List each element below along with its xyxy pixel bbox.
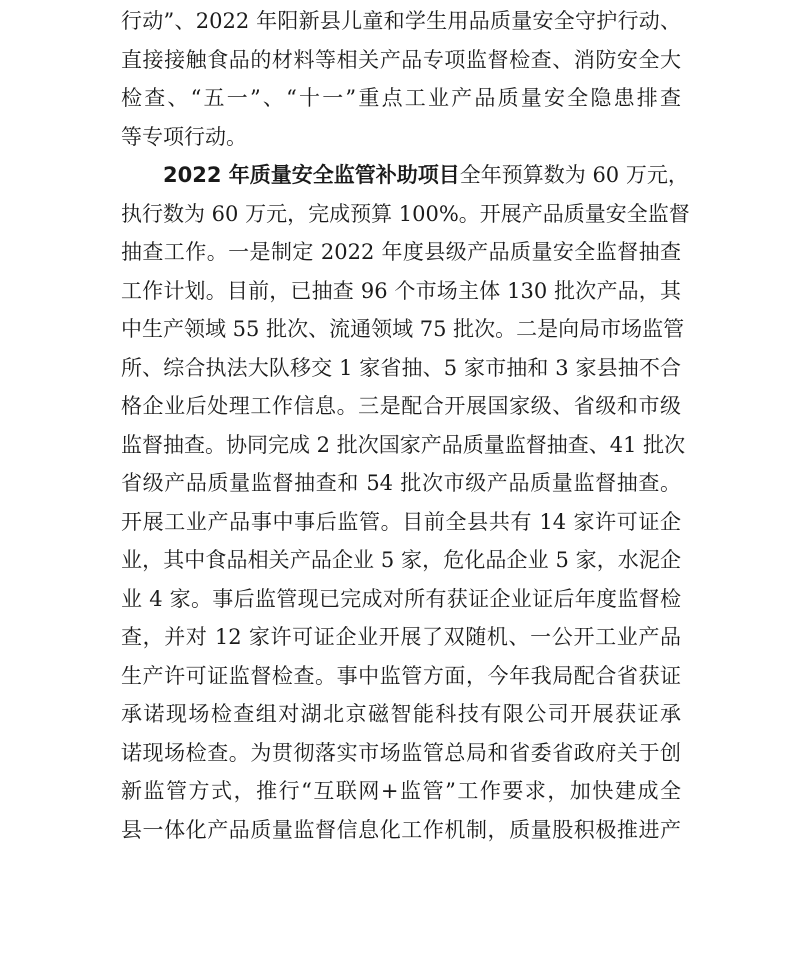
text-line: 生产许可证监督检查。事中监管方面，今年我局配合省获证 bbox=[121, 663, 681, 688]
text-line: 直接接触食品的材料等相关产品专项监督检查、消防安全大 bbox=[121, 47, 681, 72]
text-line: 抽查工作。一是制定 2022 年度县级产品质量安全监督抽查 bbox=[121, 240, 681, 264]
text-line: 格企业后处理工作信息。三是配合开展国家级、省级和市级 bbox=[121, 394, 681, 418]
text-line: 行动”、2022 年阳新县儿童和学生用品质量安全守护行动、 bbox=[121, 9, 681, 33]
text-line: 所、综合执法大队移交 1 家省抽、5 家市抽和 3 家县抽不合 bbox=[121, 355, 681, 380]
text-line: 承诺现场检查组对湖北京磁智能科技有限公司开展获证承 bbox=[121, 702, 681, 726]
text-line: 监督抽查。协同完成 2 批次国家产品质量监督抽查、41 批次 bbox=[121, 432, 686, 457]
document-body bbox=[121, 2, 690, 849]
text-line: 新监管方式，推行“互联网+监管”工作要求，加快建成全 bbox=[121, 779, 681, 803]
text-line: 检查、“五一”、“十一”重点工业产品质量安全隐患排查 bbox=[121, 86, 681, 110]
text-line: 省级产品质量监督抽查和 54 批次市级产品质量监督抽查。 bbox=[121, 471, 681, 495]
text-line: 等专项行动。 bbox=[121, 124, 247, 149]
text-line: 业 4 家。事后监管现已完成对所有获证企业证后年度监督检 bbox=[121, 586, 681, 611]
paragraph-first-line bbox=[121, 156, 689, 195]
text-line: 业，其中食品相关产品企业 5 家，危化品企业 5 家，水泥企 bbox=[121, 548, 681, 572]
text-line: 查，并对 12 家许可证企业开展了双随机、一公开工业产品 bbox=[121, 625, 681, 649]
text-line: 执行数为 60 万元，完成预算 100%。开展产品质量安全监督 bbox=[121, 201, 690, 226]
text-line: 诺现场检查。为贯彻落实市场监管总局和省委省政府关于创 bbox=[121, 740, 681, 765]
text-fragment: 全年预算数为 60 万元， bbox=[459, 163, 689, 187]
section-heading: 2022 年质量安全监管补助项目 bbox=[163, 163, 460, 187]
text-line: 中生产领域 55 批次、流通领域 75 批次。二是向局市场监管 bbox=[121, 317, 685, 341]
text-line: 县一体化产品质量监督信息化工作机制，质量股积极推进产 bbox=[121, 817, 681, 842]
text-line: 开展工业产品事中事后监管。目前全县共有 14 家许可证企 bbox=[121, 509, 681, 534]
text-line: 工作计划。目前，已抽查 96 个市场主体 130 批次产品，其 bbox=[121, 278, 681, 303]
